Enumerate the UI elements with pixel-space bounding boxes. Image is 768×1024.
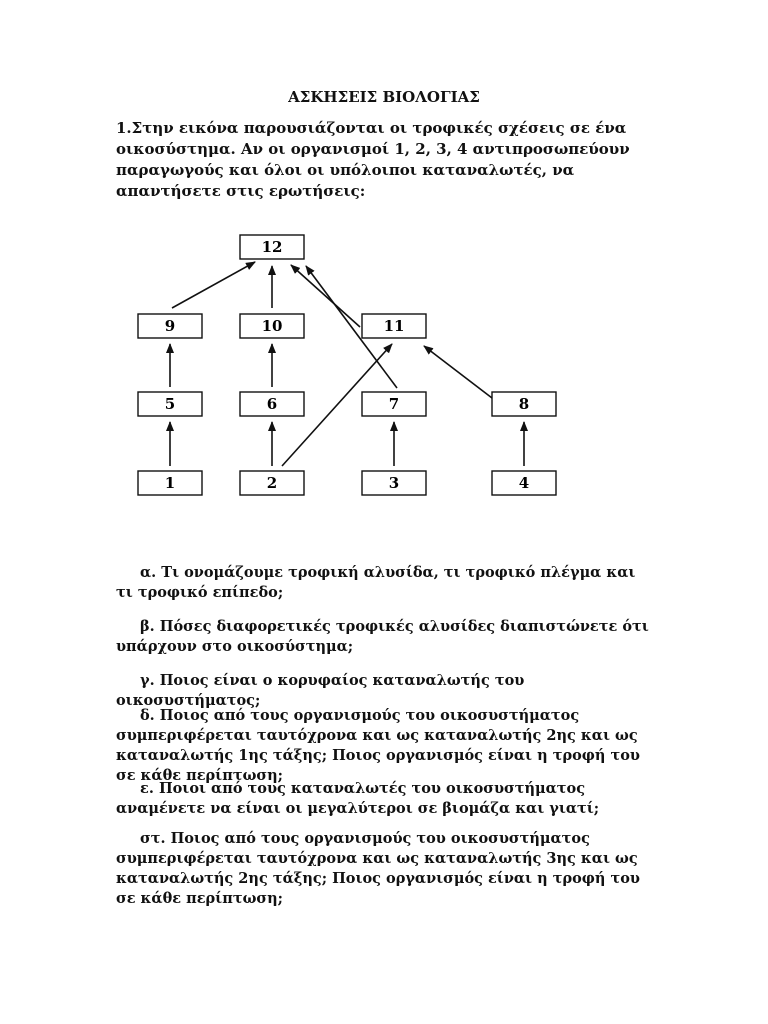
organism-label: 7 [388, 395, 400, 413]
organism-box-10 [240, 314, 304, 338]
organism-label: 12 [261, 238, 283, 256]
organism-box-4 [492, 471, 556, 495]
food-web-nodes [138, 235, 556, 495]
question-d-text: Ποιος από τους οργανισμούς του οικοσυστήματος συμπεριφέρεται ταυτόχρονα και ως καταναλωτής 2ης και ως καταναλωτής 1ης τάξης; Ποιος οργανισμός είναι η τροφή του σε κάθε περίπτωση; [116, 707, 640, 784]
question-st-label: στ. [140, 830, 166, 847]
organism-box-3 [362, 471, 426, 495]
question-st [116, 829, 656, 909]
question-c-label: γ. [140, 672, 155, 689]
organism-label: 2 [266, 474, 278, 492]
question-e-label: ε. [140, 780, 154, 797]
question-e [116, 779, 656, 819]
question-st-text: Ποιος από τους οργανισμούς του οικοσυστήματος συμπεριφέρεται ταυτόχρονα και ως καταναλωτής 3ης και ως καταναλωτής 2ης τάξης; Ποιος οργανισμός είναι η τροφή του σε κάθε περίπτωση; [116, 830, 640, 907]
organism-label: 1 [164, 474, 176, 492]
page-title: ΑΣΚΗΣΕΙΣ ΒΙΟΛΟΓΙΑΣ [288, 88, 480, 106]
organism-label: 6 [266, 395, 278, 413]
question-a [116, 563, 656, 603]
organism-box-1 [138, 471, 202, 495]
organism-box-12 [240, 235, 304, 259]
organism-box-6 [240, 392, 304, 416]
organism-label: 9 [164, 317, 176, 335]
organism-box-5 [138, 392, 202, 416]
organism-box-8 [492, 392, 556, 416]
organism-box-7 [362, 392, 426, 416]
organism-label: 11 [383, 317, 405, 335]
question-c-text: Ποιος είναι ο κορυφαίος καταναλωτής του οικοσυστήματος; [116, 672, 525, 709]
arrow-8-to-11 [424, 346, 492, 398]
exercise-intro: 1.Στην εικόνα παρουσιάζονται οι τροφικές σχέσεις σε ένα οικοσύστημα. Αν οι οργανισμοί 1, 2, 3, 4 αντιπροσωπεύουν παραγωγούς και όλοι οι υπόλοιποι καταναλωτές, να απαντήσετε στις ερωτήσεις: [116, 119, 630, 200]
organism-label: 8 [518, 395, 530, 413]
question-a-label: α. [140, 564, 157, 581]
question-b-label: β. [140, 618, 155, 635]
question-d-label: δ. [140, 707, 155, 724]
question-d [116, 706, 656, 786]
organism-box-9 [138, 314, 202, 338]
question-e-text: Ποιοι από τους καταναλωτές του οικοσυστήματος αναμένετε να είναι οι μεγαλύτεροι σε βιομάζα και γιατί; [116, 780, 600, 817]
question-b-text: Πόσες διαφορετικές τροφικές αλυσίδες διαπιστώνετε ότι υπάρχουν στο οικοσύστημα; [116, 618, 649, 655]
question-b [116, 617, 656, 657]
organism-label: 5 [164, 395, 176, 413]
organism-label: 3 [388, 474, 400, 492]
question-c [116, 671, 656, 711]
organism-label: 4 [518, 474, 530, 492]
arrow-9-to-12 [172, 262, 255, 308]
organism-box-2 [240, 471, 304, 495]
organism-label: 10 [261, 317, 283, 335]
question-a-text: Τι ονομάζουμε τροφική αλυσίδα, τι τροφικό πλέγμα και τι τροφικό επίπεδο; [116, 564, 636, 601]
food-web-arrows [170, 262, 524, 466]
organism-box-11 [362, 314, 426, 338]
